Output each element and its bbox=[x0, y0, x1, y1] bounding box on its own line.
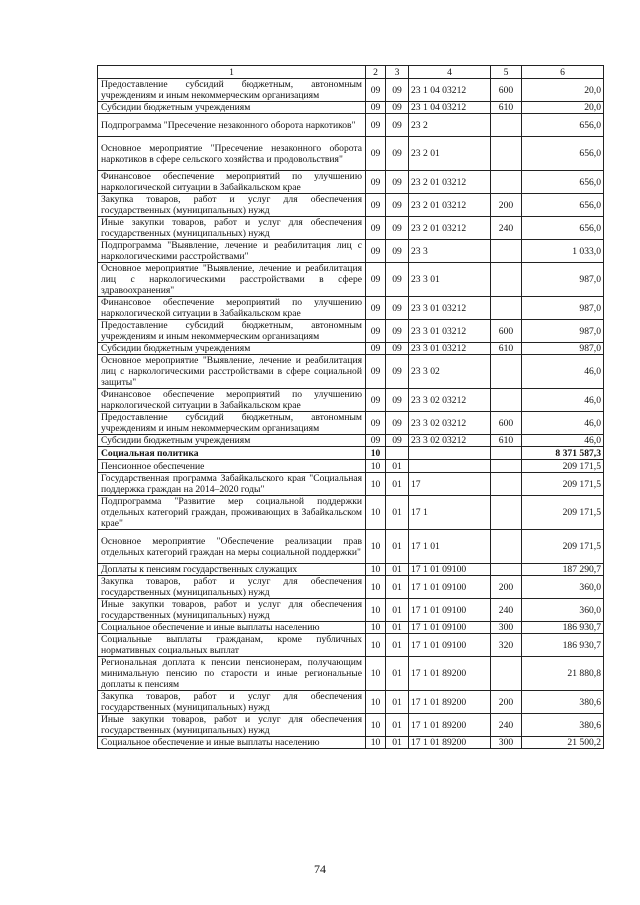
target-article-cell: 17 1 01 09100 bbox=[409, 622, 491, 634]
amount-cell: 186 930,7 bbox=[522, 634, 604, 657]
target-article-cell: 23 3 02 bbox=[409, 355, 491, 389]
expense-type-cell: 600 bbox=[491, 79, 522, 102]
header-cell: 2 bbox=[366, 66, 386, 79]
amount-cell: 656,0 bbox=[522, 114, 604, 137]
subsection-code-cell: 01 bbox=[386, 460, 409, 473]
subsection-code-cell: 09 bbox=[386, 171, 409, 194]
subsection-code-cell: 09 bbox=[386, 435, 409, 447]
table-row bbox=[98, 737, 604, 749]
expense-type-cell: 600 bbox=[491, 320, 522, 343]
subsection-code-cell: 01 bbox=[386, 634, 409, 657]
subsection-code-cell: 01 bbox=[386, 576, 409, 599]
expense-type-cell bbox=[491, 137, 522, 171]
subsection-code-cell bbox=[386, 447, 409, 460]
amount-cell: 209 171,5 bbox=[522, 530, 604, 564]
target-article-cell: 17 1 01 09100 bbox=[409, 634, 491, 657]
target-article-cell bbox=[409, 447, 491, 460]
subsection-code-cell: 01 bbox=[386, 622, 409, 634]
target-article-cell: 23 3 bbox=[409, 240, 491, 263]
subsection-code-cell: 09 bbox=[386, 320, 409, 343]
expense-type-cell: 610 bbox=[491, 102, 522, 114]
expense-type-cell: 300 bbox=[491, 737, 522, 749]
row-name-cell: Субсидии бюджетным учреждениям bbox=[98, 343, 366, 355]
header-cell: 5 bbox=[491, 66, 522, 79]
header-cell: 6 bbox=[522, 66, 604, 79]
table-row bbox=[98, 634, 604, 657]
expense-type-cell bbox=[491, 389, 522, 412]
amount-cell: 360,0 bbox=[522, 576, 604, 599]
subsection-code-cell: 09 bbox=[386, 389, 409, 412]
target-article-cell: 17 1 01 09100 bbox=[409, 564, 491, 576]
table-row bbox=[98, 194, 604, 217]
section-code-cell: 10 bbox=[366, 473, 386, 496]
section-code-cell: 09 bbox=[366, 435, 386, 447]
amount-cell: 46,0 bbox=[522, 435, 604, 447]
subsection-code-cell: 09 bbox=[386, 412, 409, 435]
table-row bbox=[98, 102, 604, 114]
expense-type-cell bbox=[491, 240, 522, 263]
amount-cell: 656,0 bbox=[522, 137, 604, 171]
expense-type-cell: 320 bbox=[491, 634, 522, 657]
target-article-cell: 23 2 01 bbox=[409, 137, 491, 171]
table-row bbox=[98, 576, 604, 599]
amount-cell: 656,0 bbox=[522, 171, 604, 194]
table-header-row bbox=[98, 66, 604, 79]
expense-type-cell bbox=[491, 530, 522, 564]
section-code-cell: 10 bbox=[366, 460, 386, 473]
table-row bbox=[98, 622, 604, 634]
amount-cell: 186 930,7 bbox=[522, 622, 604, 634]
table-row bbox=[98, 355, 604, 389]
section-code-cell: 09 bbox=[366, 217, 386, 240]
expense-type-cell: 200 bbox=[491, 576, 522, 599]
expense-type-cell: 240 bbox=[491, 217, 522, 240]
table-row bbox=[98, 530, 604, 564]
target-article-cell: 23 2 01 03212 bbox=[409, 194, 491, 217]
table-row bbox=[98, 435, 604, 447]
row-name-cell: Социальная политика bbox=[98, 447, 366, 460]
section-code-cell: 09 bbox=[366, 343, 386, 355]
target-article-cell: 17 1 01 89200 bbox=[409, 737, 491, 749]
amount-cell: 360,0 bbox=[522, 599, 604, 622]
row-name-cell: Региональная доплата к пенсии пенсионерам, получающим минимальную пенсию по старости и иные региональные доплаты к пенсиям bbox=[98, 657, 366, 691]
table-row bbox=[98, 343, 604, 355]
row-name-cell: Субсидии бюджетным учреждениям bbox=[98, 435, 366, 447]
expense-type-cell bbox=[491, 114, 522, 137]
target-article-cell: 23 3 02 03212 bbox=[409, 412, 491, 435]
row-name-cell: Финансовое обеспечение мероприятий по улучшению наркологической ситуации в Забайкальском крае bbox=[98, 389, 366, 412]
row-name-cell: Социальное обеспечение и иные выплаты населению bbox=[98, 622, 366, 634]
budget-table bbox=[97, 65, 604, 749]
table-row bbox=[98, 171, 604, 194]
subsection-code-cell: 01 bbox=[386, 691, 409, 714]
subsection-code-cell: 09 bbox=[386, 217, 409, 240]
expense-type-cell bbox=[491, 657, 522, 691]
amount-cell: 46,0 bbox=[522, 412, 604, 435]
table-row bbox=[98, 473, 604, 496]
amount-cell: 20,0 bbox=[522, 79, 604, 102]
table-row bbox=[98, 496, 604, 530]
section-code-cell: 10 bbox=[366, 634, 386, 657]
amount-cell: 21 500,2 bbox=[522, 737, 604, 749]
header-cell: 3 bbox=[386, 66, 409, 79]
subsection-code-cell: 09 bbox=[386, 137, 409, 171]
amount-cell: 987,0 bbox=[522, 263, 604, 297]
expense-type-cell bbox=[491, 355, 522, 389]
section-code-cell: 09 bbox=[366, 240, 386, 263]
expense-type-cell: 240 bbox=[491, 714, 522, 737]
section-code-cell: 10 bbox=[366, 622, 386, 634]
amount-cell: 46,0 bbox=[522, 389, 604, 412]
row-name-cell: Иные закупки товаров, работ и услуг для обеспечения государственных (муниципальных) нужд bbox=[98, 217, 366, 240]
subsection-code-cell: 01 bbox=[386, 530, 409, 564]
table-row bbox=[98, 137, 604, 171]
table-row bbox=[98, 714, 604, 737]
section-code-cell: 10 bbox=[366, 714, 386, 737]
row-name-cell: Социальное обеспечение и иные выплаты населению bbox=[98, 737, 366, 749]
expense-type-cell bbox=[491, 496, 522, 530]
expense-type-cell bbox=[491, 460, 522, 473]
target-article-cell: 23 2 01 03212 bbox=[409, 217, 491, 240]
row-name-cell: Закупка товаров, работ и услуг для обеспечения государственных (муниципальных) нужд bbox=[98, 576, 366, 599]
amount-cell: 46,0 bbox=[522, 355, 604, 389]
row-name-cell: Предоставление субсидий бюджетным, автономным учреждениям и иным некоммерческим организациям bbox=[98, 320, 366, 343]
row-name-cell: Финансовое обеспечение мероприятий по улучшению наркологической ситуации в Забайкальском крае bbox=[98, 297, 366, 320]
amount-cell: 21 880,8 bbox=[522, 657, 604, 691]
target-article-cell: 23 3 02 03212 bbox=[409, 389, 491, 412]
expense-type-cell: 300 bbox=[491, 622, 522, 634]
table-row bbox=[98, 297, 604, 320]
section-code-cell: 10 bbox=[366, 576, 386, 599]
table-row bbox=[98, 217, 604, 240]
subsection-code-cell: 09 bbox=[386, 194, 409, 217]
target-article-cell: 23 1 04 03212 bbox=[409, 79, 491, 102]
table-row bbox=[98, 320, 604, 343]
table-row bbox=[98, 447, 604, 460]
row-name-cell: Предоставление субсидий бюджетным, автономным учреждениям и иным некоммерческим организациям bbox=[98, 412, 366, 435]
row-name-cell: Основное мероприятие "Обеспечение реализации прав отдельных категорий граждан на меры социальной поддержки" bbox=[98, 530, 366, 564]
subsection-code-cell: 09 bbox=[386, 114, 409, 137]
expense-type-cell: 200 bbox=[491, 194, 522, 217]
budget-table-container bbox=[97, 65, 603, 749]
amount-cell: 20,0 bbox=[522, 102, 604, 114]
section-code-cell: 09 bbox=[366, 263, 386, 297]
expense-type-cell bbox=[491, 473, 522, 496]
target-article-cell: 23 1 04 03212 bbox=[409, 102, 491, 114]
table-row bbox=[98, 564, 604, 576]
table-row bbox=[98, 599, 604, 622]
table-row bbox=[98, 691, 604, 714]
target-article-cell: 23 3 01 bbox=[409, 263, 491, 297]
target-article-cell: 23 3 02 03212 bbox=[409, 435, 491, 447]
table-row bbox=[98, 263, 604, 297]
row-name-cell: Закупка товаров, работ и услуг для обеспечения государственных (муниципальных) нужд bbox=[98, 194, 366, 217]
amount-cell: 987,0 bbox=[522, 320, 604, 343]
subsection-code-cell: 01 bbox=[386, 599, 409, 622]
amount-cell: 209 171,5 bbox=[522, 496, 604, 530]
header-cell: 1 bbox=[98, 66, 366, 79]
row-name-cell: Доплаты к пенсиям государственных служащих bbox=[98, 564, 366, 576]
section-code-cell: 10 bbox=[366, 496, 386, 530]
row-name-cell: Субсидии бюджетным учреждениям bbox=[98, 102, 366, 114]
table-row bbox=[98, 114, 604, 137]
amount-cell: 380,6 bbox=[522, 714, 604, 737]
subsection-code-cell: 09 bbox=[386, 355, 409, 389]
target-article-cell: 23 2 01 03212 bbox=[409, 171, 491, 194]
subsection-code-cell: 09 bbox=[386, 263, 409, 297]
subsection-code-cell: 01 bbox=[386, 657, 409, 691]
row-name-cell: Социальные выплаты гражданам, кроме публичных нормативных социальных выплат bbox=[98, 634, 366, 657]
subsection-code-cell: 01 bbox=[386, 714, 409, 737]
amount-cell: 209 171,5 bbox=[522, 460, 604, 473]
amount-cell: 187 290,7 bbox=[522, 564, 604, 576]
table-row bbox=[98, 657, 604, 691]
row-name-cell: Закупка товаров, работ и услуг для обеспечения государственных (муниципальных) нужд bbox=[98, 691, 366, 714]
row-name-cell: Основное мероприятие "Пресечение незаконного оборота наркотиков в сфере сельского хозяйства и продовольствия" bbox=[98, 137, 366, 171]
section-code-cell: 10 bbox=[366, 447, 386, 460]
subsection-code-cell: 01 bbox=[386, 496, 409, 530]
section-code-cell: 10 bbox=[366, 657, 386, 691]
section-code-cell: 09 bbox=[366, 114, 386, 137]
row-name-cell: Государственная программа Забайкальского края "Социальная поддержка граждан на 2014–2020 годы" bbox=[98, 473, 366, 496]
row-name-cell: Пенсионное обеспечение bbox=[98, 460, 366, 473]
section-code-cell: 09 bbox=[366, 320, 386, 343]
subsection-code-cell: 01 bbox=[386, 473, 409, 496]
row-name-cell: Финансовое обеспечение мероприятий по улучшению наркологической ситуации в Забайкальском крае bbox=[98, 171, 366, 194]
row-name-cell: Основное мероприятие "Выявление, лечение и реабилитация лиц с наркологическими расстройствами в сфере социальной защиты" bbox=[98, 355, 366, 389]
table-row bbox=[98, 389, 604, 412]
section-code-cell: 10 bbox=[366, 691, 386, 714]
row-name-cell: Подпрограмма "Развитие мер социальной поддержки отдельных категорий граждан, проживающих в Забайкальском крае" bbox=[98, 496, 366, 530]
subsection-code-cell: 09 bbox=[386, 240, 409, 263]
amount-cell: 987,0 bbox=[522, 343, 604, 355]
amount-cell: 380,6 bbox=[522, 691, 604, 714]
amount-cell: 209 171,5 bbox=[522, 473, 604, 496]
subsection-code-cell: 01 bbox=[386, 564, 409, 576]
amount-cell: 987,0 bbox=[522, 297, 604, 320]
row-name-cell: Иные закупки товаров, работ и услуг для обеспечения государственных (муниципальных) нужд bbox=[98, 714, 366, 737]
row-name-cell: Основное мероприятие "Выявление, лечение и реабилитация лиц с наркологическими расстройствами в сфере здравоохранения" bbox=[98, 263, 366, 297]
subsection-code-cell: 09 bbox=[386, 297, 409, 320]
section-code-cell: 09 bbox=[366, 297, 386, 320]
table-row bbox=[98, 79, 604, 102]
row-name-cell: Подпрограмма "Выявление, лечение и реабилитация лиц с наркологическими расстройствами" bbox=[98, 240, 366, 263]
table-row bbox=[98, 460, 604, 473]
target-article-cell: 23 3 01 03212 bbox=[409, 320, 491, 343]
expense-type-cell bbox=[491, 564, 522, 576]
table-row bbox=[98, 412, 604, 435]
table-row bbox=[98, 240, 604, 263]
row-name-cell: Иные закупки товаров, работ и услуг для обеспечения государственных (муниципальных) нужд bbox=[98, 599, 366, 622]
target-article-cell: 23 2 bbox=[409, 114, 491, 137]
target-article-cell: 17 bbox=[409, 473, 491, 496]
expense-type-cell: 610 bbox=[491, 343, 522, 355]
section-code-cell: 09 bbox=[366, 194, 386, 217]
subsection-code-cell: 09 bbox=[386, 79, 409, 102]
target-article-cell: 17 1 01 89200 bbox=[409, 691, 491, 714]
section-code-cell: 09 bbox=[366, 412, 386, 435]
expense-type-cell: 200 bbox=[491, 691, 522, 714]
amount-cell: 8 371 587,3 bbox=[522, 447, 604, 460]
subsection-code-cell: 09 bbox=[386, 343, 409, 355]
target-article-cell: 17 1 01 bbox=[409, 530, 491, 564]
section-code-cell: 10 bbox=[366, 737, 386, 749]
amount-cell: 656,0 bbox=[522, 217, 604, 240]
target-article-cell: 17 1 bbox=[409, 496, 491, 530]
target-article-cell: 17 1 01 89200 bbox=[409, 714, 491, 737]
section-code-cell: 09 bbox=[366, 171, 386, 194]
row-name-cell: Предоставление субсидий бюджетным, автономным учреждениям и иным некоммерческим организациям bbox=[98, 79, 366, 102]
expense-type-cell bbox=[491, 447, 522, 460]
row-name-cell: Подпрограмма "Пресечение незаконного оборота наркотиков" bbox=[98, 114, 366, 137]
target-article-cell: 17 1 01 09100 bbox=[409, 576, 491, 599]
section-code-cell: 09 bbox=[366, 355, 386, 389]
section-code-cell: 09 bbox=[366, 137, 386, 171]
expense-type-cell bbox=[491, 263, 522, 297]
expense-type-cell bbox=[491, 297, 522, 320]
page-number: 74 bbox=[314, 862, 326, 876]
subsection-code-cell: 01 bbox=[386, 737, 409, 749]
target-article-cell bbox=[409, 460, 491, 473]
header-cell: 4 bbox=[409, 66, 491, 79]
target-article-cell: 23 3 01 03212 bbox=[409, 343, 491, 355]
section-code-cell: 09 bbox=[366, 79, 386, 102]
table-body bbox=[98, 79, 604, 749]
expense-type-cell: 600 bbox=[491, 412, 522, 435]
target-article-cell: 23 3 01 03212 bbox=[409, 297, 491, 320]
expense-type-cell: 240 bbox=[491, 599, 522, 622]
target-article-cell: 17 1 01 89200 bbox=[409, 657, 491, 691]
section-code-cell: 10 bbox=[366, 564, 386, 576]
section-code-cell: 10 bbox=[366, 599, 386, 622]
expense-type-cell: 610 bbox=[491, 435, 522, 447]
section-code-cell: 10 bbox=[366, 530, 386, 564]
target-article-cell: 17 1 01 09100 bbox=[409, 599, 491, 622]
subsection-code-cell: 09 bbox=[386, 102, 409, 114]
section-code-cell: 09 bbox=[366, 389, 386, 412]
amount-cell: 1 033,0 bbox=[522, 240, 604, 263]
expense-type-cell bbox=[491, 171, 522, 194]
section-code-cell: 09 bbox=[366, 102, 386, 114]
amount-cell: 656,0 bbox=[522, 194, 604, 217]
